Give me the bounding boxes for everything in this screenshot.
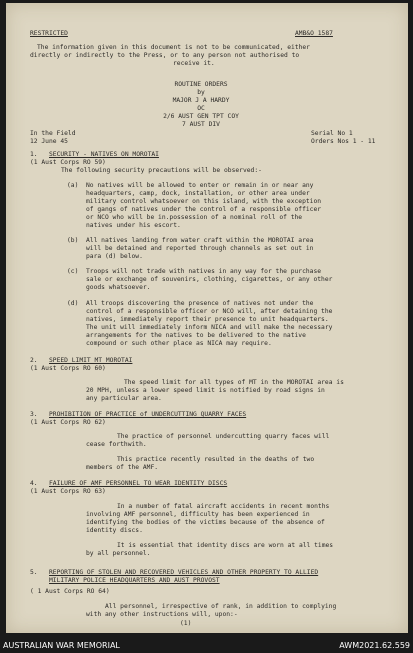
- serial-number: Serial No 1: [311, 130, 353, 137]
- document-reference: AMB&O 1587: [295, 30, 333, 37]
- section-5-number: 5.: [30, 569, 38, 576]
- para-a-line: of gangs of natives under the control of a responsible officer: [86, 206, 322, 213]
- para-d-line: The unit will immediately inform NICA and will make the necessary: [86, 324, 333, 331]
- classification-label: RESTRICTED: [30, 30, 68, 37]
- orders-title-3: MAJOR J A HARDY: [172, 97, 230, 104]
- section-4-title: FAILURE OF AMF PERSONNEL TO WEAR IDENTITY DISCS: [49, 480, 228, 487]
- section-3-ref: (1 Aust Corps RO 62): [30, 419, 106, 426]
- para-c-line: Troops will not trade with natives in any way for the purchase: [86, 268, 322, 275]
- section-3-number: 3.: [30, 411, 38, 418]
- section-5-ref: ( 1 Aust Corps RO 64): [30, 588, 110, 595]
- section-2-title: SPEED LIMIT MT MOROTAI: [49, 357, 133, 364]
- section-4-line: In a number of fatal aircraft accidents in recent months: [117, 503, 330, 510]
- para-a-line: headquarters, camp, dock, installation, or other area under: [86, 190, 310, 197]
- section-4-line: by all personnel.: [86, 550, 151, 557]
- section-3-line: members of the AMF.: [86, 464, 159, 471]
- section-3-line: The practice of personnel undercutting quarry faces will: [117, 433, 330, 440]
- para-d-line: natives, immediately report their presence to unit headquarters.: [86, 316, 329, 323]
- orders-title-1: ROUTINE ORDERS: [174, 81, 228, 88]
- archive-footer: [0, 639, 413, 653]
- section-5-line: with any other instructions will, upon:-: [86, 611, 238, 618]
- section-4-line: involving AMF personnel, difficulty has been experienced in: [86, 511, 310, 518]
- archive-item-id: AWM2021.62.559: [339, 641, 410, 650]
- para-d-line: compound or such other place as NICA may require.: [86, 340, 272, 347]
- section-5-title-line-2: MILITARY POLICE HEADQUARTERS AND AUST PROVOST: [49, 577, 220, 584]
- date: 12 June 45: [30, 138, 68, 145]
- document-page: [6, 3, 408, 633]
- notice-line-2: directly or indirectly to the Press, or to any person not authorised to: [30, 52, 300, 59]
- orders-title-6: 7 AUST DIV: [182, 121, 220, 128]
- para-c-label: (c): [67, 268, 79, 275]
- orders-title-5: 2/6 AUST GEN TPT COY: [163, 113, 239, 120]
- section-5-title-line-1: REPORTING OF STOLEN AND RECOVERED VEHICLES AND OTHER PROPERTY TO ALLIED: [49, 569, 319, 576]
- section-2-ref: (1 Aust Corps RO 60): [30, 365, 106, 372]
- section-4-line: identity discs.: [86, 527, 143, 534]
- section-2-line: The speed limit for all types of MT in the MOROTAI area is: [124, 379, 344, 386]
- notice-line-1: The information given in this document is not to be communicated, either: [37, 44, 310, 51]
- section-4-ref: (1 Aust Corps RO 63): [30, 488, 106, 495]
- section-3-line: This practice recently resulted in the deaths of two: [117, 456, 315, 463]
- page-number: (1): [180, 620, 192, 627]
- para-b-line: will be detained and reported through channels as set out in: [86, 245, 314, 252]
- section-3-title: PROHIBITION OF PRACTICE of UNDERCUTTING QUARRY FACES: [49, 411, 247, 418]
- notice-line-3: receive it.: [173, 60, 215, 67]
- orders-title-4: OC: [197, 105, 205, 112]
- para-a-line: No natives will be allowed to enter or remain in or near any: [86, 182, 314, 189]
- section-4-line: It is essential that identity discs are worn at all times: [117, 542, 334, 549]
- para-a-line: or NCO who will be in.possession of a nominal roll of the: [86, 214, 303, 221]
- section-4-number: 4.: [30, 480, 38, 487]
- para-c-line: goods whatsoever.: [86, 284, 151, 291]
- section-1-title: SECURITY - NATIVES ON MOROTAI: [49, 151, 159, 158]
- para-b-line: para (d) below.: [86, 253, 143, 260]
- orders-range: Orders Nos 1 - 11: [311, 138, 376, 145]
- orders-title-2: by: [197, 89, 205, 96]
- section-2-number: 2.: [30, 357, 38, 364]
- section-1-number: 1.: [30, 151, 38, 158]
- section-1-ref: (1 Aust Corps RO 59): [30, 159, 106, 166]
- location: In the Field: [30, 130, 76, 137]
- para-b-line: All natives landing from water craft within the MOROTAI area: [86, 237, 314, 244]
- para-a-line: natives under his escort.: [86, 222, 181, 229]
- para-d-line: control of a responsible officer or NCO will, after detaining the: [86, 308, 333, 315]
- section-3-line: cease forthwith.: [86, 441, 147, 448]
- para-a-line: military control whatsoever on this island, with the exception: [86, 198, 322, 205]
- para-d-line: arrangements for the natives to be delivered to the native: [86, 332, 306, 339]
- para-d-label: (d): [67, 300, 79, 307]
- section-5-line: All personnel, irrespective of rank, in addition to complying: [105, 603, 337, 610]
- para-b-label: (b): [67, 237, 79, 244]
- section-1-intro: The following security precautions will be observed:-: [61, 167, 262, 174]
- para-a-label: (a): [67, 182, 79, 189]
- section-2-line: 20 MPH, unless a lower speed limit is notified by road signs in: [86, 387, 325, 394]
- section-4-line: identifying the bodies of the victims because of the absence of: [86, 519, 325, 526]
- archive-name: AUSTRALIAN WAR MEMORIAL: [3, 641, 120, 650]
- para-c-line: sale or exchange of souvenirs, clothing, cigarettes, or any other: [86, 276, 333, 283]
- para-d-line: All troops discovering the presence of natives not under the: [86, 300, 314, 307]
- section-2-line: any particular area.: [86, 395, 162, 402]
